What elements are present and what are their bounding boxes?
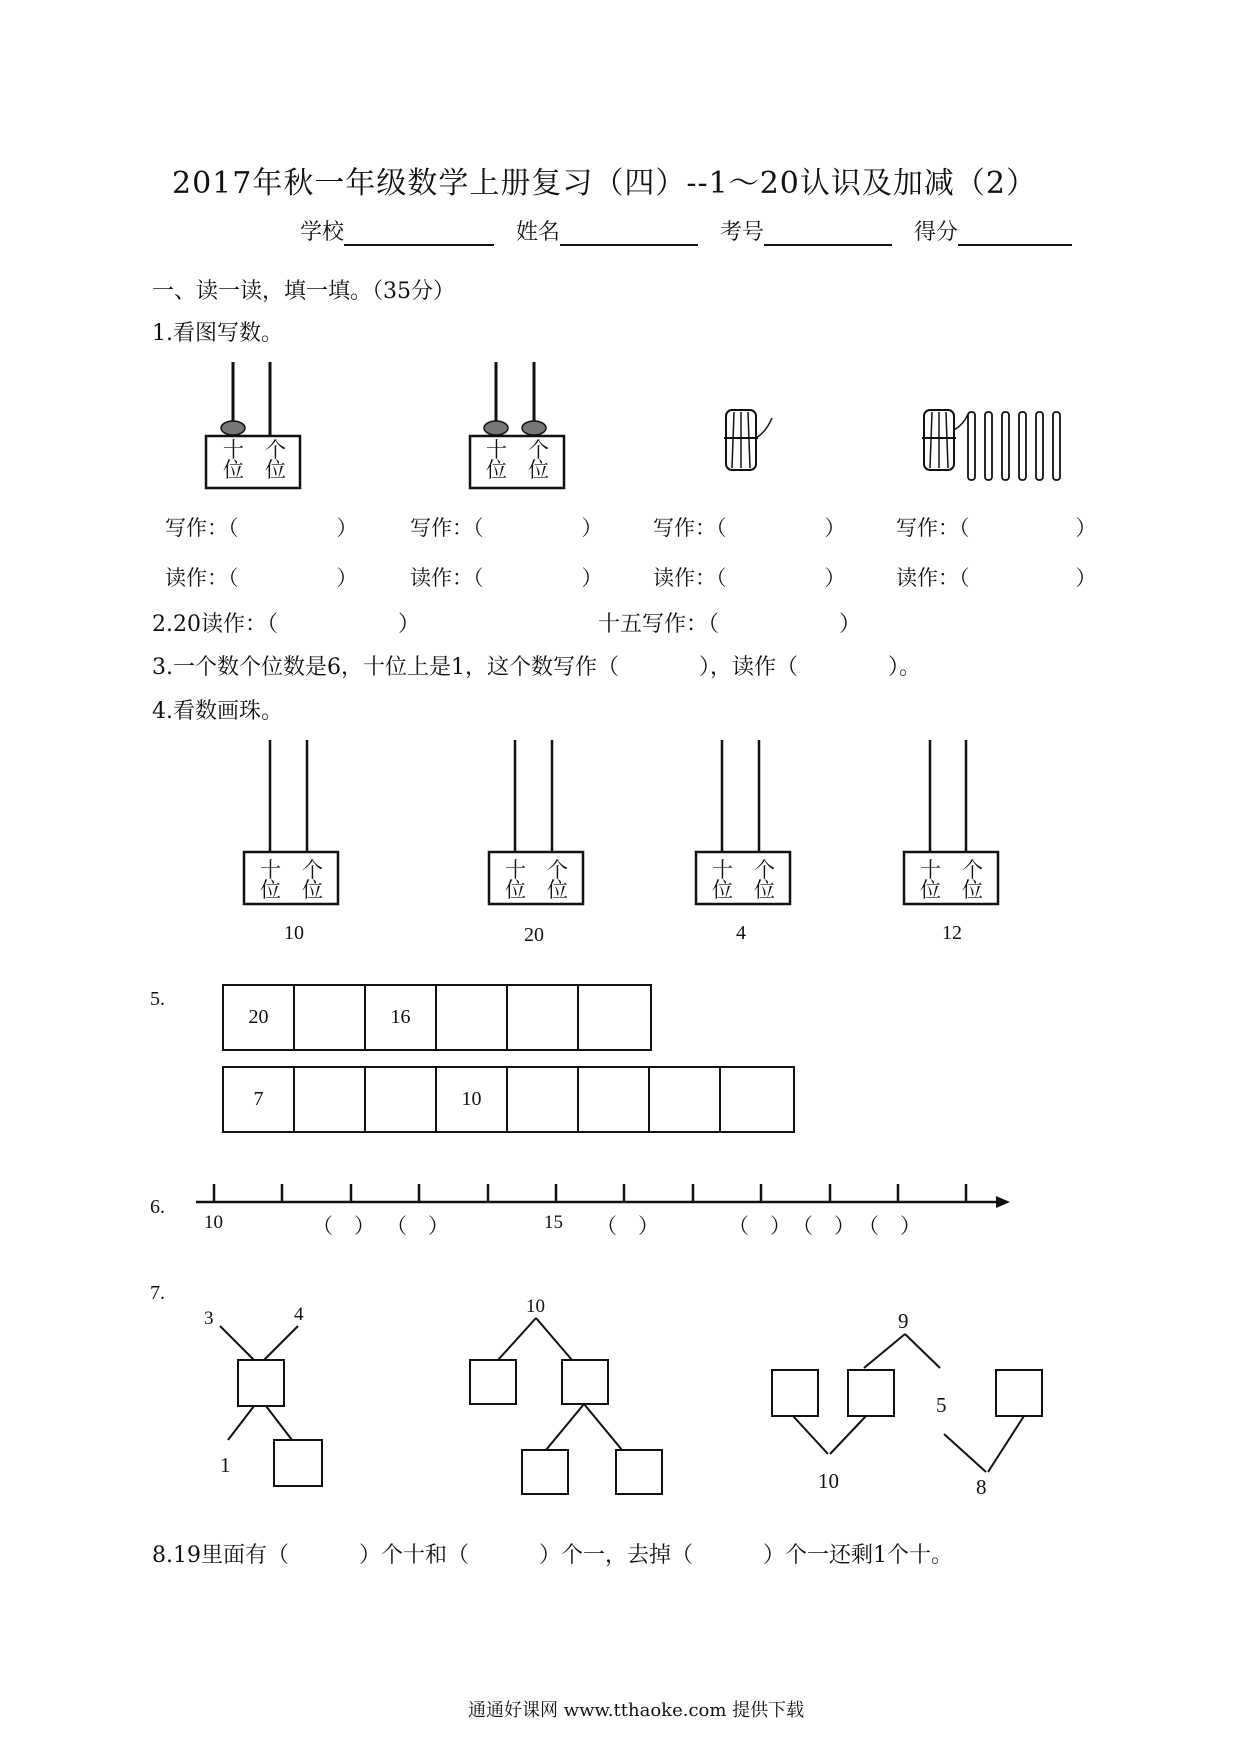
abacus1-label: 十 个 位 位 [223,438,286,482]
q2-left: 2.20读作：（ ） [152,612,421,637]
page-title: 2017年秋一年级数学上册复习（四）--1～20认识及加减（2） [172,166,1037,201]
name-field[interactable] [560,222,698,246]
number-line-blank[interactable]: （ ） [858,1214,921,1238]
tree-number: 9 [898,1309,909,1333]
exam-no-label: 考号 [720,220,765,245]
q1-write-3: 写作：（ ） [653,516,846,540]
q5-row2 [222,1066,795,1133]
grid-cell-blank[interactable] [650,1068,721,1131]
grid-cell: 7 [224,1068,295,1131]
grid-cell-blank[interactable] [579,1068,650,1131]
q8: 8.19里面有（ ）个十和（ ）个一，去掉（ ）个一还剩1个十。 [152,1543,954,1568]
school-label: 学校 [300,220,345,245]
q2-right: 十五写作：（ ） [598,612,862,637]
header-fields [300,215,1072,246]
q4-abacus2-label: 十 个 位 位 [505,858,568,902]
number-line-blank[interactable]: （ ） [792,1214,855,1238]
x-split-tree [220,1326,322,1486]
exam-no-field[interactable] [764,222,892,246]
q1-read-2: 读作：（ ） [410,566,603,590]
tree-number: 10 [526,1296,545,1317]
number-trees [0,1290,1240,1520]
q1-write-4: 写作：（ ） [896,516,1097,540]
number-line-blank[interactable]: （ ） [386,1214,449,1238]
q4-abacus1-label: 十 个 位 位 [260,858,323,902]
q1-figures [0,350,1240,500]
number-line-blank[interactable]: （ ） [596,1214,659,1238]
q4-number: 12 [942,922,962,944]
tree-number: 10 [818,1469,839,1493]
joined-tree [772,1334,1042,1472]
tree-number: 3 [204,1308,214,1329]
q5-row1 [222,984,652,1051]
score-field[interactable] [958,222,1072,246]
grid-cell: 16 [366,986,437,1049]
tree-number: 4 [294,1304,304,1325]
q4-label: 4.看数画珠。 [152,699,283,724]
grid-cell-blank[interactable] [508,986,579,1049]
name-label: 姓名 [516,220,561,245]
q4-abacus3-label: 十 个 位 位 [712,858,775,902]
number-line-blank[interactable]: （ ） [312,1214,375,1238]
grid-cell-blank[interactable] [295,1068,366,1131]
grid-cell-blank[interactable] [295,986,366,1049]
abacus2-label: 十 个 位 位 [486,438,549,482]
q4-number: 10 [284,922,304,944]
tree-number: 8 [976,1475,987,1499]
score-label: 得分 [914,220,959,245]
q3: 3.一个数个位数是6，十位上是1，这个数写作（ ），读作（ ）。 [152,655,922,680]
grid-cell-blank[interactable] [366,1068,437,1131]
q4-number: 4 [736,922,746,944]
grid-cell-blank[interactable] [579,986,650,1049]
q1-read-3: 读作：（ ） [653,566,846,590]
q1-label: 1.看图写数。 [152,321,283,346]
school-field[interactable] [344,222,494,246]
grid-cell-blank[interactable] [721,1068,792,1131]
bundle-and-sticks-icon [922,410,1060,480]
q4-abacuses [0,730,1240,910]
q5-label: 5. [150,988,165,1010]
section-heading: 一、读一读，填一填。（35分） [152,279,455,304]
grid-cell: 20 [224,986,295,1049]
q1-write-2: 写作：（ ） [410,516,603,540]
tree-number: 1 [220,1453,231,1477]
footer: 通通好课网 www.tthaoke.com 提供下载 [468,1700,805,1721]
q7-label: 7. [150,1282,165,1304]
branch-tree [470,1318,662,1494]
number-line-mid: 15 [544,1212,563,1233]
grid-cell: 10 [437,1068,508,1131]
number-line-start: 10 [204,1212,223,1233]
q1-read-1: 读作：（ ） [165,566,358,590]
q1-write-1: 写作：（ ） [165,516,358,540]
number-line-blank[interactable]: （ ） [728,1214,791,1238]
grid-cell-blank[interactable] [508,1068,579,1131]
number-line-ticks [214,1184,966,1202]
stick-bundle-icon [724,410,772,470]
q6-label: 6. [150,1196,165,1218]
q1-read-4: 读作：（ ） [896,566,1097,590]
tree-number: 5 [936,1393,947,1417]
grid-cell-blank[interactable] [437,986,508,1049]
q4-number: 20 [524,924,544,946]
q4-abacus4-label: 十 个 位 位 [920,858,983,902]
